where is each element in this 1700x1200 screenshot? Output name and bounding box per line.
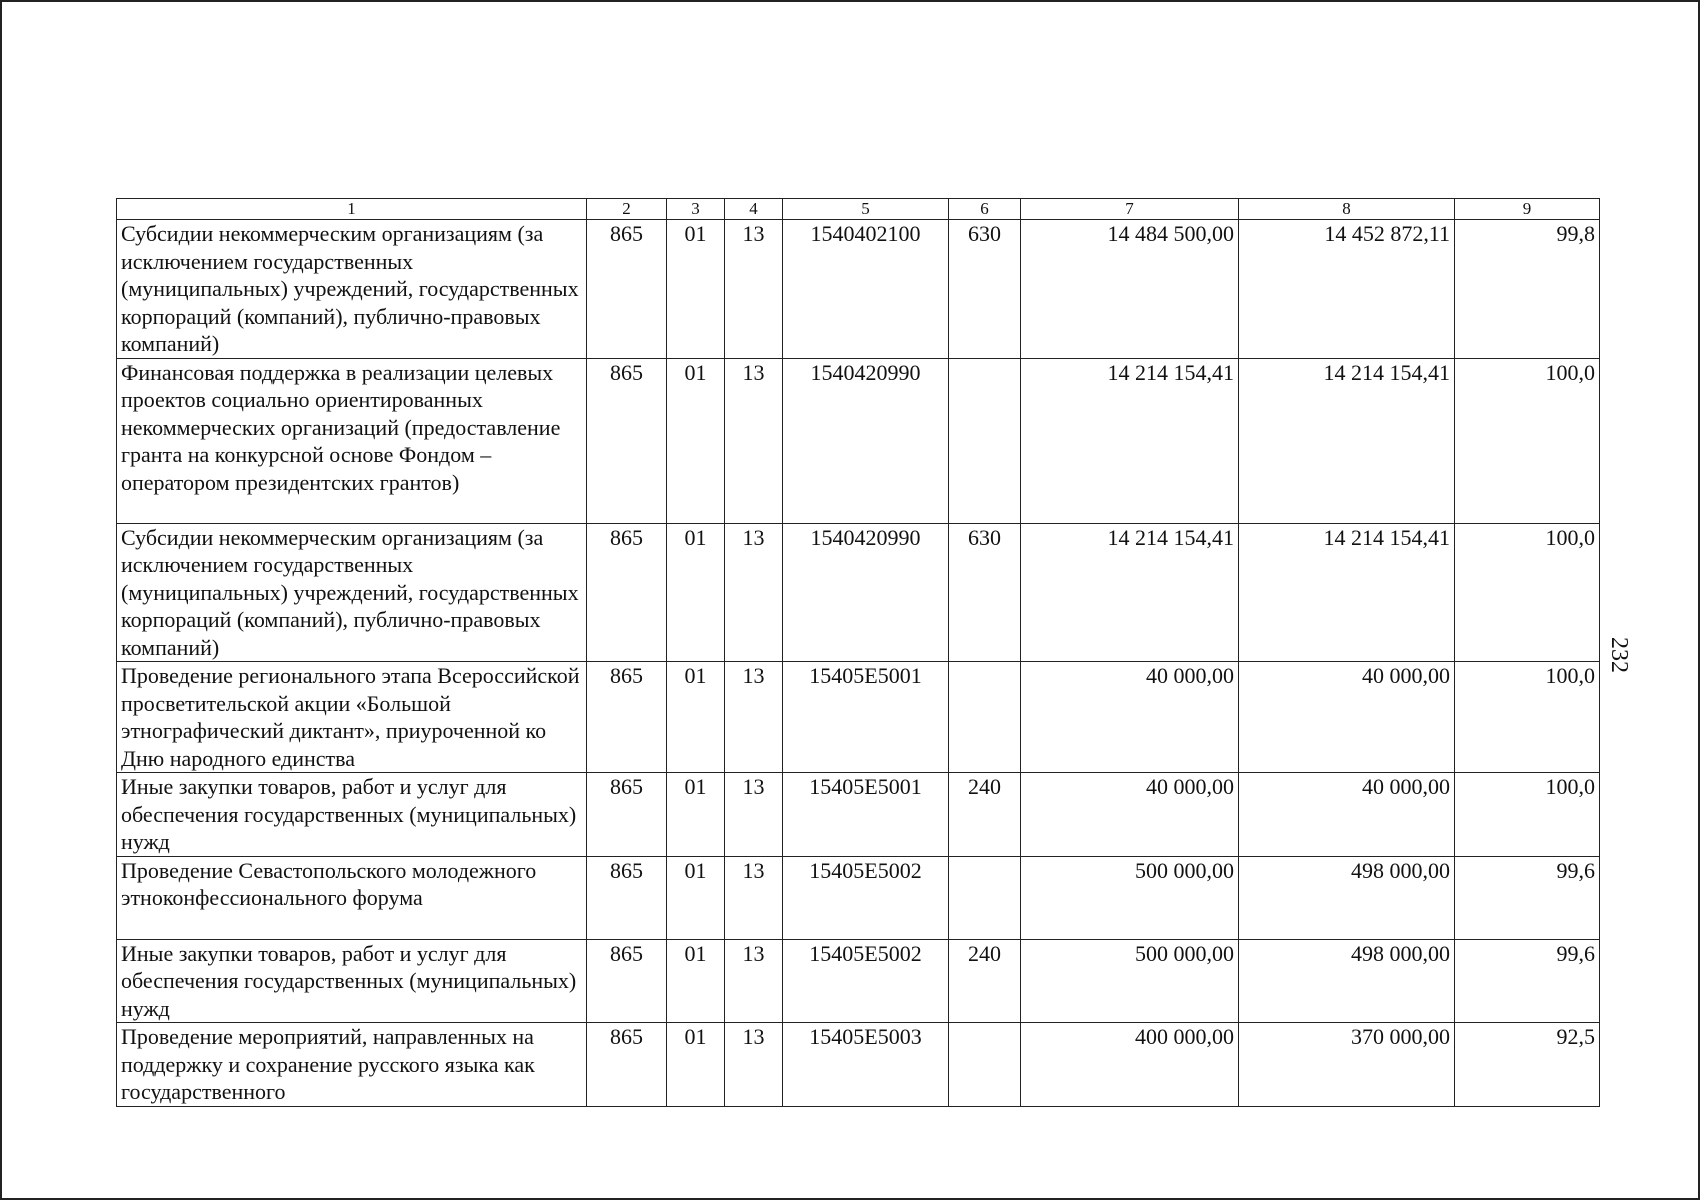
cell-col2: 865 [587,856,667,939]
header-row [117,199,1600,220]
column-header: 8 [1239,199,1455,220]
cell-col8: 40 000,00 [1239,773,1455,857]
cell-col7: 14 214 154,41 [1021,523,1239,662]
cell-col5: 15405E5001 [783,662,949,773]
column-header: 9 [1455,199,1600,220]
cell-col7: 40 000,00 [1021,662,1239,773]
cell-col9: 99,6 [1455,939,1600,1023]
cell-col3: 01 [667,856,725,939]
row-name: Проведение регионального этапа Всероссийской просветительской акции «Большой этнографический диктант», приуроченной ко Дню народного единства [117,662,587,773]
row-name: Иные закупки товаров, работ и услуг для обеспечения государственных (муниципальных) нужд [117,773,587,857]
row-name: Субсидии некоммерческим организациям (за исключением государственных (муниципальных) учреждений, государственных корпораций (компаний), публично-правовых компаний) [117,523,587,662]
budget-table [116,198,1600,1107]
cell-col5: 1540420990 [783,523,949,662]
cell-col9: 99,6 [1455,856,1600,939]
cell-col7: 14 484 500,00 [1021,220,1239,359]
table-row [117,939,1600,1023]
table-row [117,220,1600,359]
cell-col5: 15405E5002 [783,939,949,1023]
page-number: 232 [1606,637,1632,673]
cell-col2: 865 [587,939,667,1023]
table-row [117,662,1600,773]
cell-col4: 13 [725,358,783,523]
column-header: 5 [783,199,949,220]
cell-col3: 01 [667,220,725,359]
cell-col8: 14 214 154,41 [1239,358,1455,523]
cell-col7: 14 214 154,41 [1021,358,1239,523]
table-row [117,523,1600,662]
cell-col5: 15405E5002 [783,856,949,939]
row-name: Проведение Севастопольского молодежного этноконфессионального форума [117,856,587,939]
column-header: 4 [725,199,783,220]
cell-col8: 14 214 154,41 [1239,523,1455,662]
cell-col6: 630 [949,523,1021,662]
cell-col7: 500 000,00 [1021,856,1239,939]
cell-col4: 13 [725,856,783,939]
column-header: 7 [1021,199,1239,220]
table-row [117,358,1600,523]
cell-col6 [949,856,1021,939]
column-header: 3 [667,199,725,220]
cell-col4: 13 [725,773,783,857]
cell-col7: 40 000,00 [1021,773,1239,857]
cell-col2: 865 [587,220,667,359]
cell-col4: 13 [725,662,783,773]
cell-col6 [949,662,1021,773]
cell-col9: 100,0 [1455,662,1600,773]
cell-col7: 400 000,00 [1021,1023,1239,1107]
cell-col4: 13 [725,220,783,359]
cell-col2: 865 [587,1023,667,1107]
cell-col8: 370 000,00 [1239,1023,1455,1107]
cell-col3: 01 [667,358,725,523]
row-name: Проведение мероприятий, направленных на поддержку и сохранение русского языка как государственного [117,1023,587,1107]
cell-col3: 01 [667,939,725,1023]
column-header: 2 [587,199,667,220]
cell-col9: 100,0 [1455,358,1600,523]
table-row [117,1023,1600,1107]
cell-col3: 01 [667,662,725,773]
cell-col2: 865 [587,358,667,523]
cell-col8: 40 000,00 [1239,662,1455,773]
cell-col6 [949,1023,1021,1107]
cell-col9: 100,0 [1455,773,1600,857]
cell-col3: 01 [667,773,725,857]
cell-col6 [949,358,1021,523]
cell-col4: 13 [725,1023,783,1107]
cell-col5: 1540402100 [783,220,949,359]
row-name: Иные закупки товаров, работ и услуг для обеспечения государственных (муниципальных) нужд [117,939,587,1023]
cell-col8: 498 000,00 [1239,939,1455,1023]
table-row [117,856,1600,939]
column-header: 6 [949,199,1021,220]
row-name: Субсидии некоммерческим организациям (за исключением государственных (муниципальных) учреждений, государственных корпораций (компаний), публично-правовых компаний) [117,220,587,359]
cell-col6: 630 [949,220,1021,359]
cell-col8: 14 452 872,11 [1239,220,1455,359]
cell-col4: 13 [725,939,783,1023]
cell-col8: 498 000,00 [1239,856,1455,939]
cell-col2: 865 [587,773,667,857]
cell-col4: 13 [725,523,783,662]
row-name: Финансовая поддержка в реализации целевых проектов социально ориентированных некоммерческих организаций (предоставление гранта на конкурсной основе Фондом – оператором президентских грантов) [117,358,587,523]
column-header: 1 [117,199,587,220]
cell-col3: 01 [667,1023,725,1107]
cell-col3: 01 [667,523,725,662]
cell-col6: 240 [949,939,1021,1023]
cell-col7: 500 000,00 [1021,939,1239,1023]
cell-col6: 240 [949,773,1021,857]
cell-col2: 865 [587,662,667,773]
cell-col9: 92,5 [1455,1023,1600,1107]
cell-col9: 100,0 [1455,523,1600,662]
cell-col2: 865 [587,523,667,662]
table-row [117,773,1600,857]
cell-col5: 15405E5001 [783,773,949,857]
cell-col5: 15405E5003 [783,1023,949,1107]
cell-col5: 1540420990 [783,358,949,523]
cell-col9: 99,8 [1455,220,1600,359]
